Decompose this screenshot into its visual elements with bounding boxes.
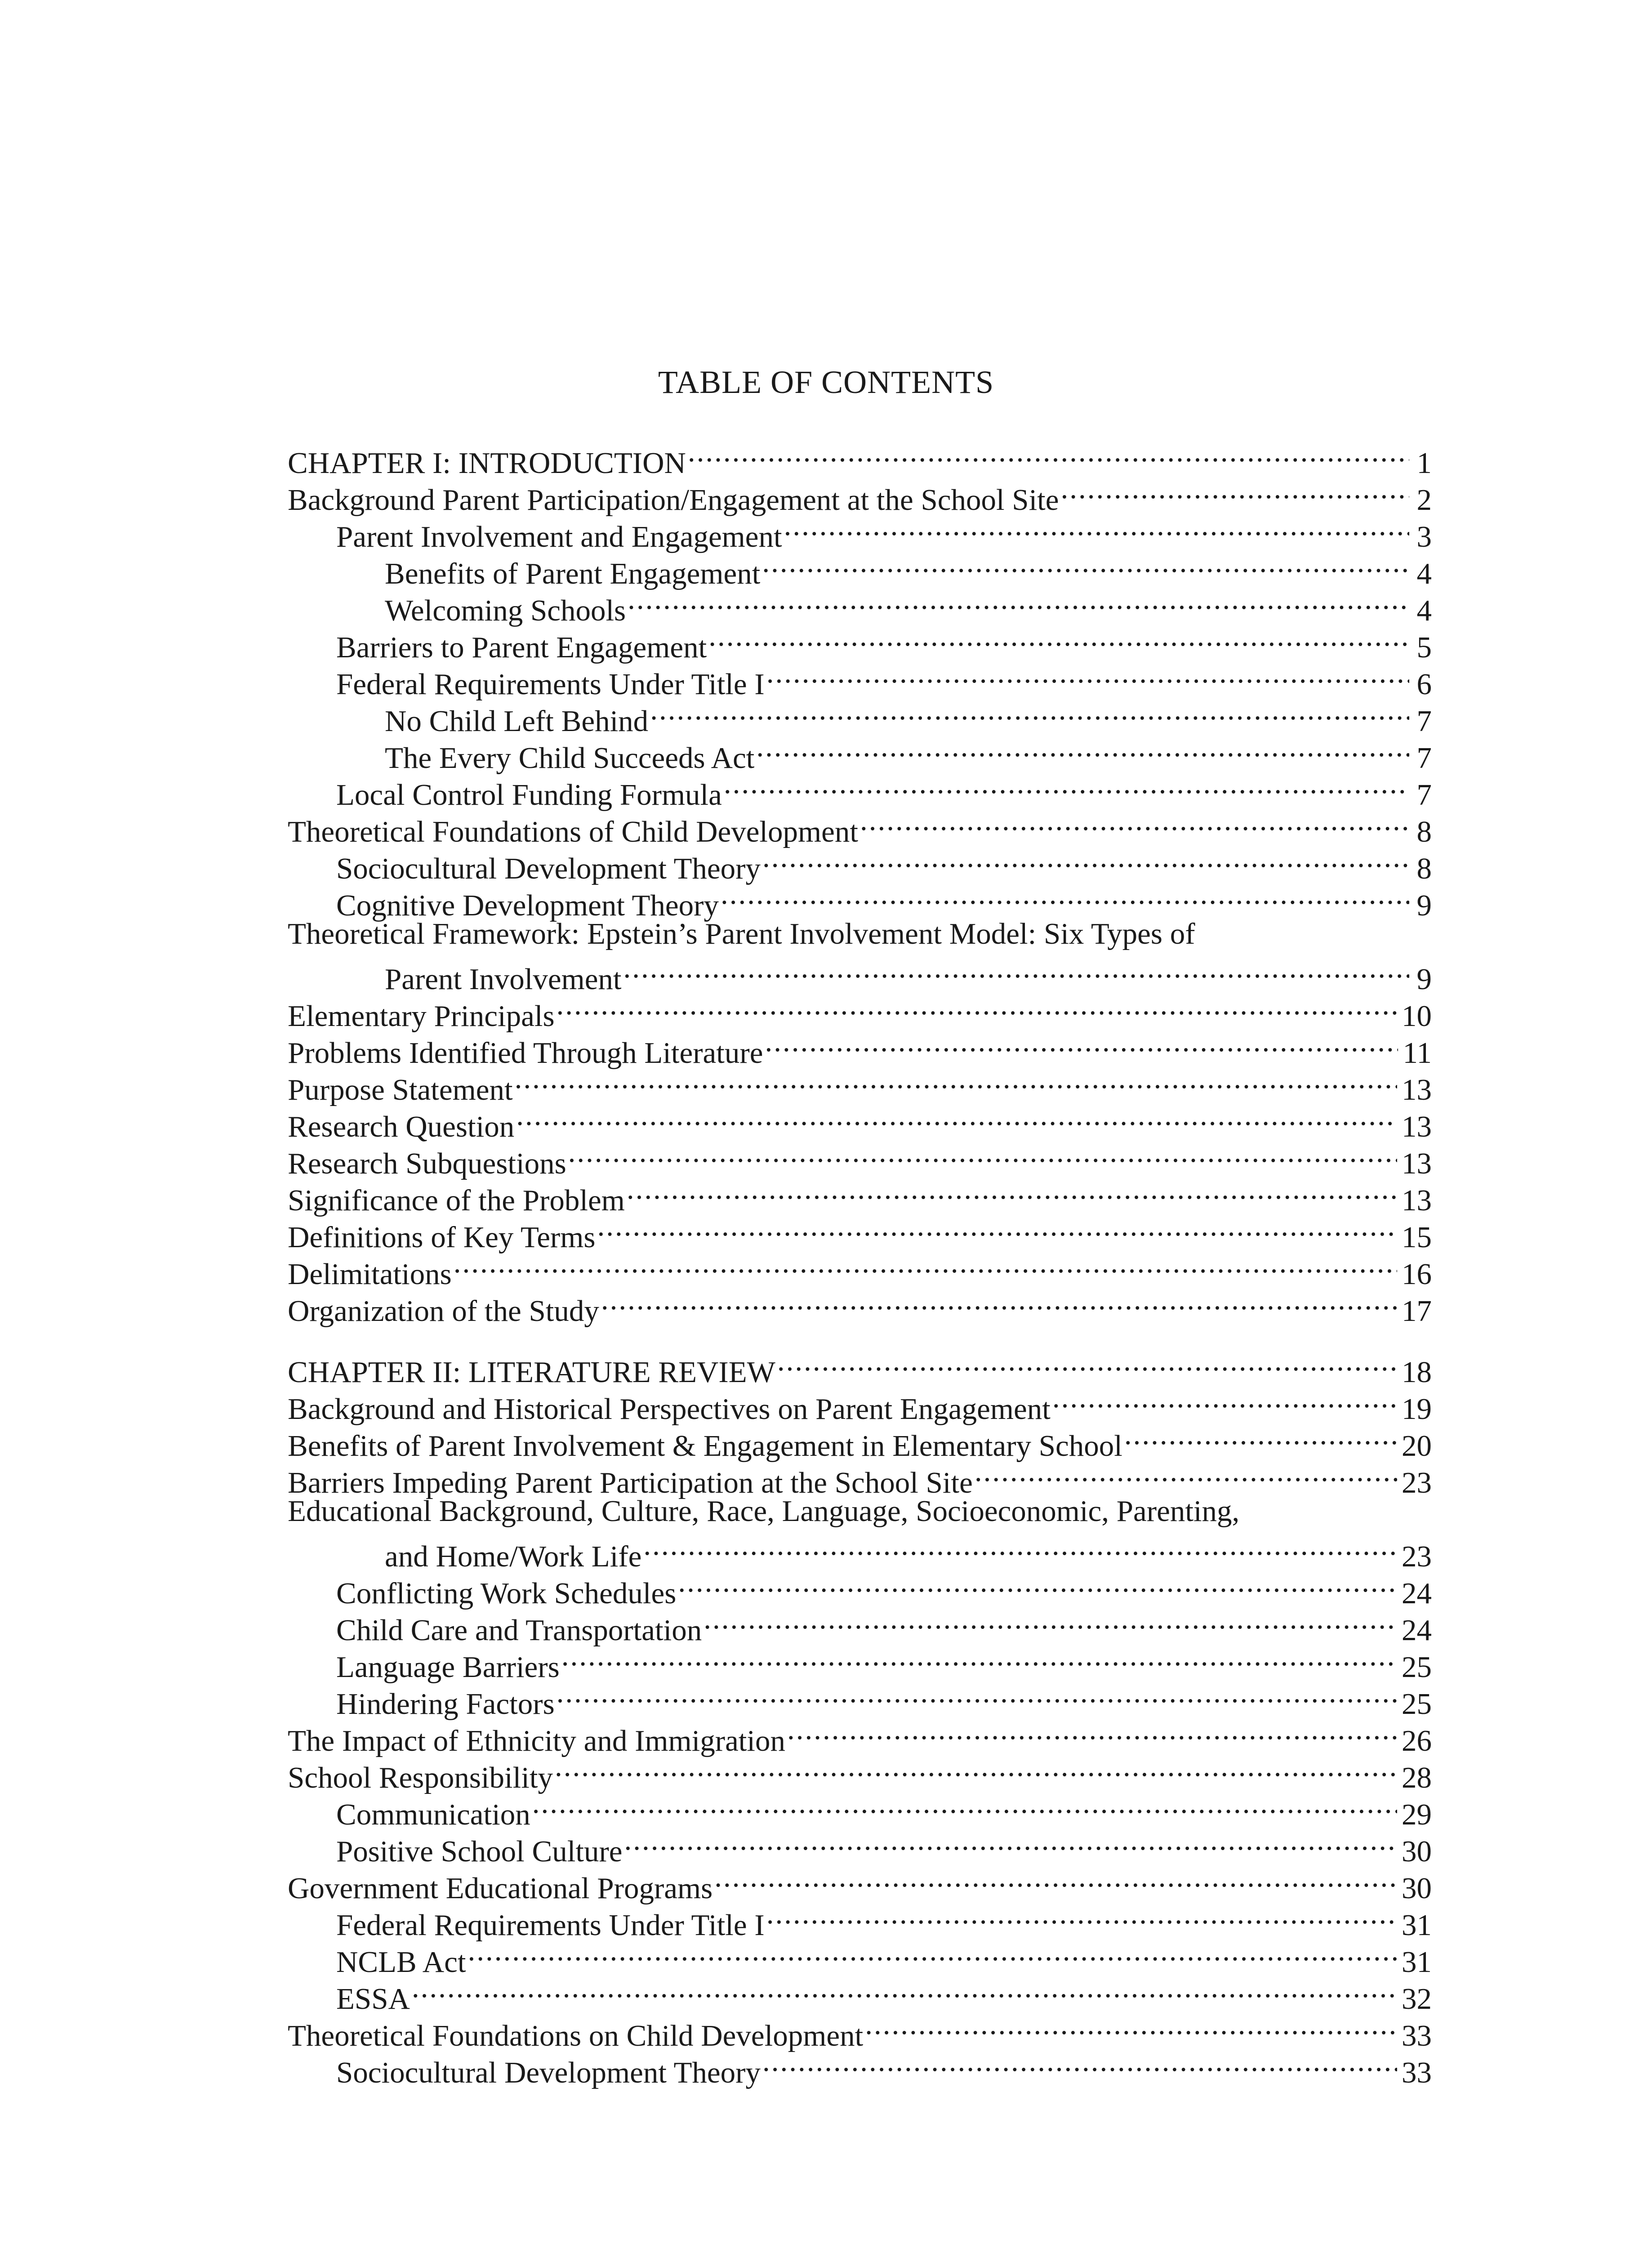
- toc-entry-page-number: 29: [1402, 1798, 1432, 1831]
- toc-entry-page-number: 4: [1416, 557, 1432, 590]
- dot-leader: [557, 989, 1397, 1026]
- toc-entry-page-number: 26: [1402, 1724, 1432, 1757]
- toc-entry-page-number: 3: [1416, 520, 1432, 553]
- toc-entry-page-number: 7: [1416, 778, 1432, 812]
- dot-leader: [597, 1210, 1397, 1247]
- toc-entry-title: Barriers to Parent Engagement: [336, 631, 707, 664]
- toc-entry-title: Positive School Culture: [336, 1835, 623, 1868]
- dot-leader: [762, 842, 1409, 879]
- dot-leader: [766, 657, 1409, 694]
- toc-entry-page-number: 23: [1402, 1466, 1432, 1499]
- dot-leader: [777, 1345, 1397, 1382]
- toc-entry-page-number: 8: [1416, 815, 1432, 848]
- toc-entry-title: Conflicting Work Schedules: [336, 1577, 677, 1610]
- dot-leader: [650, 694, 1409, 731]
- toc-entry-title: NCLB Act: [336, 1945, 466, 1979]
- toc-entry-page-number: 9: [1416, 889, 1432, 922]
- toc-entry-page-number: 13: [1402, 1073, 1432, 1106]
- toc-entry-page-number: 30: [1402, 1835, 1432, 1868]
- dot-leader: [860, 805, 1409, 842]
- toc-entry-title: CHAPTER II: LITERATURE REVIEW: [288, 1356, 775, 1389]
- toc-entry-title: Theoretical Foundations on Child Development: [288, 2019, 864, 2052]
- toc-entry-page-number: 16: [1402, 1258, 1432, 1291]
- dot-leader: [1124, 1419, 1397, 1456]
- toc-entry-page-number: 25: [1402, 1650, 1432, 1684]
- toc-entry-page-number: 28: [1402, 1761, 1432, 1794]
- toc-title: TABLE OF CONTENTS: [658, 364, 994, 400]
- toc-entry-page-number: 33: [1402, 2056, 1432, 2089]
- toc-entry-title: Significance of the Problem: [288, 1184, 625, 1217]
- dot-leader: [975, 1456, 1397, 1493]
- toc-entry-page-number: 15: [1402, 1221, 1432, 1254]
- toc-entry-title: Parent Involvement and Engagement: [336, 520, 782, 553]
- toc-entry-title: Federal Requirements Under Title I: [336, 668, 765, 701]
- toc-entry-title: No Child Left Behind: [385, 705, 649, 738]
- toc-entry-page-number: 13: [1402, 1110, 1432, 1143]
- toc-entry-title: Benefits of Parent Engagement: [385, 557, 761, 590]
- toc-entry-page-number: 4: [1416, 594, 1432, 627]
- toc-entry-title: The Impact of Ethnicity and Immigration: [288, 1724, 786, 1757]
- dot-leader: [557, 1677, 1397, 1714]
- toc-entry-title: Communication: [336, 1798, 530, 1831]
- toc-entry-page-number: 10: [1402, 999, 1432, 1033]
- dot-leader: [765, 1026, 1398, 1063]
- dot-leader: [762, 2046, 1397, 2083]
- toc-entry-title: Purpose Statement: [288, 1073, 513, 1106]
- toc-entry-page-number: 31: [1402, 1945, 1432, 1979]
- dot-leader: [1061, 473, 1409, 510]
- toc-entry-title: Definitions of Key Terms: [288, 1221, 596, 1254]
- toc-entry-title: Research Subquestions: [288, 1147, 566, 1180]
- dot-leader: [555, 1751, 1397, 1788]
- toc-entry-page-number: 33: [1402, 2019, 1432, 2052]
- toc-entry-title: Sociocultural Development Theory: [336, 2056, 761, 2089]
- toc-entry-title: Benefits of Parent Involvement & Engagement in Elementary School: [288, 1429, 1122, 1463]
- toc-entry-page-number: 7: [1416, 705, 1432, 738]
- toc-entry-page-number: 18: [1402, 1356, 1432, 1389]
- toc-entry: [288, 1493, 1432, 1530]
- toc-entry-page-number: 24: [1402, 1614, 1432, 1647]
- toc-entry-title: Elementary Principals: [288, 999, 555, 1033]
- dot-leader: [704, 1603, 1397, 1640]
- toc-entry: [288, 1530, 1432, 1573]
- toc-entry-page-number: 20: [1402, 1429, 1432, 1463]
- dot-leader: [688, 436, 1409, 473]
- toc-entry-title: Background Parent Participation/Engagement at the School Site: [288, 483, 1059, 517]
- dot-leader: [601, 1284, 1397, 1321]
- toc-entry: [288, 2009, 1432, 2052]
- dot-leader: [515, 1063, 1397, 1100]
- toc-entry: [288, 1972, 1432, 2016]
- toc-entry-page-number: 23: [1402, 1540, 1432, 1573]
- toc-entry: [288, 1284, 1432, 1328]
- toc-entry-title: Barriers Impeding Parent Participation at the School Site: [288, 1466, 973, 1499]
- dot-leader: [623, 952, 1409, 989]
- toc-entry-title: Government Educational Programs: [288, 1872, 713, 1905]
- toc-entry-title: School Responsibility: [288, 1761, 553, 1794]
- toc-entry-title: Welcoming Schools: [385, 594, 626, 627]
- toc-entry-title: Hindering Factors: [336, 1687, 555, 1721]
- toc-entry: [288, 1247, 1432, 1291]
- dot-leader: [708, 620, 1409, 657]
- dot-leader: [624, 1824, 1398, 1861]
- toc-entry-title: Sociocultural Development Theory: [336, 852, 761, 885]
- toc-entry-title: Theoretical Framework: Epstein’s Parent Involvement Model: Six Types of: [288, 917, 1195, 950]
- toc-entry: [288, 952, 1432, 996]
- dot-leader: [865, 2009, 1397, 2046]
- toc-entry-page-number: 19: [1402, 1392, 1432, 1426]
- toc-entry-title: Federal Requirements Under Title I: [336, 1909, 765, 1942]
- toc-entry-title: Background and Historical Perspectives on Parent Engagement: [288, 1392, 1051, 1426]
- dot-leader: [784, 510, 1409, 547]
- dot-leader: [721, 879, 1409, 915]
- toc-entry-page-number: 13: [1402, 1147, 1432, 1180]
- toc-list: [288, 436, 1432, 2089]
- toc-entry-title: Delimitations: [288, 1258, 452, 1291]
- dot-leader: [762, 547, 1409, 584]
- toc-entry-title: Research Question: [288, 1110, 515, 1143]
- dot-leader: [516, 1100, 1397, 1137]
- dot-leader: [643, 1530, 1397, 1566]
- toc-entry-page-number: 11: [1403, 1036, 1432, 1070]
- toc-entry-title: Organization of the Study: [288, 1294, 599, 1328]
- dot-leader: [628, 584, 1409, 620]
- toc-entry-title: and Home/Work Life: [385, 1540, 642, 1573]
- toc-entry-page-number: 1: [1416, 446, 1432, 480]
- toc-entry-title: ESSA: [336, 1982, 410, 2016]
- dot-leader: [412, 1972, 1397, 2009]
- dot-leader: [568, 1137, 1397, 1173]
- toc-entry-title: Problems Identified Through Literature: [288, 1036, 763, 1070]
- dot-leader: [532, 1788, 1397, 1824]
- dot-leader: [678, 1566, 1397, 1603]
- toc-entry-title: The Every Child Succeeds Act: [385, 741, 755, 775]
- dot-leader: [724, 768, 1409, 805]
- dot-leader: [468, 1935, 1397, 1972]
- toc-entry-page-number: 9: [1416, 963, 1432, 996]
- toc-entry-page-number: 31: [1402, 1909, 1432, 1942]
- toc-entry: [288, 915, 1432, 952]
- toc-entry-page-number: 6: [1416, 668, 1432, 701]
- toc-entry-page-number: 2: [1416, 483, 1432, 517]
- toc-entry-title: Cognitive Development Theory: [336, 889, 719, 922]
- toc-entry: [288, 436, 1432, 480]
- dot-leader: [454, 1247, 1397, 1284]
- dot-leader: [627, 1173, 1397, 1210]
- toc-entry-page-number: 17: [1402, 1294, 1432, 1328]
- toc-entry-title: Educational Background, Culture, Race, Language, Socioeconomic, Parenting,: [288, 1494, 1240, 1528]
- toc-entry-title: Theoretical Foundations of Child Development: [288, 815, 859, 848]
- toc-entry-title: Language Barriers: [336, 1650, 560, 1684]
- toc-entry-page-number: 25: [1402, 1687, 1432, 1721]
- toc-entry-title: Child Care and Transportation: [336, 1614, 702, 1647]
- toc-entry-page-number: 8: [1416, 852, 1432, 885]
- toc-entry-page-number: 5: [1416, 631, 1432, 664]
- dot-leader: [756, 731, 1409, 768]
- dot-leader: [787, 1714, 1397, 1751]
- dot-leader: [561, 1640, 1397, 1677]
- dot-leader: [1052, 1382, 1397, 1419]
- dot-leader: [714, 1861, 1397, 1898]
- toc-entry-title: CHAPTER I: INTRODUCTION: [288, 446, 686, 480]
- toc-entry-title: Local Control Funding Formula: [336, 778, 722, 812]
- toc-entry-page-number: 24: [1402, 1577, 1432, 1610]
- toc-entry-page-number: 13: [1402, 1184, 1432, 1217]
- toc-entry-page-number: 7: [1416, 741, 1432, 775]
- toc-entry-title: Parent Involvement: [385, 963, 622, 996]
- toc-entry: [288, 1345, 1432, 1389]
- toc-entry-page-number: 30: [1402, 1872, 1432, 1905]
- dot-leader: [766, 1898, 1397, 1935]
- toc-entry-page-number: 32: [1402, 1982, 1432, 2016]
